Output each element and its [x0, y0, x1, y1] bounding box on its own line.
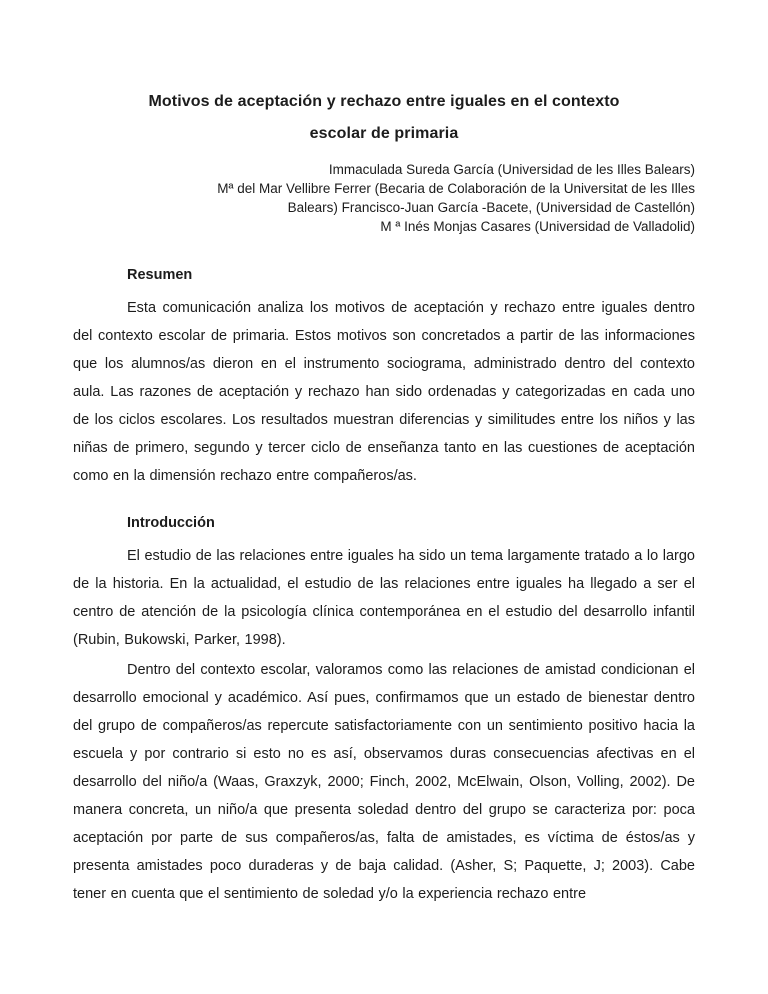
resumen-paragraph-1: Esta comunicación analiza los motivos de aceptación y rechazo entre iguales dentro del contexto escolar de primaria. Estos motivos son concretados a partir de las informaciones que los alumnos/as dieron en el instrumento sociograma, administrado dentro del contexto aula. Las razones de aceptación y rechazo han sido ordenadas y categorizadas en cada uno de los ciclos escolares. Los resultados muestran diferencias y similitudes entre los niños y las niñas de primero, segundo y tercer ciclo de enseñanza tanto en las cuestiones de aceptación como en la dimensión rechazo entre compañeros/as.	[73, 300, 695, 484]
author-line-1: Immaculada Sureda García (Universidad de les Illes Balears)	[328, 162, 695, 177]
document-title-line-2: escolar de primaria	[309, 125, 459, 142]
introduccion-paragraph-1: El estudio de las relaciones entre iguales ha sido un tema largamente tratado a lo largo de la historia. En la actualidad, el estudio de las relaciones entre iguales ha llegado a ser el centro de atención de la psicología clínica contemporánea en el estudio del desarrollo infantil (Rubin, Bukowski, Parker, 1998).	[73, 548, 695, 648]
author-line-3: Balears) Francisco-Juan García -Bacete, (Universidad de Castellón)	[287, 200, 695, 215]
author-line-2: Mª del Mar Vellibre Ferrer (Becaria de Colaboración de la Universitat de les Illes	[217, 181, 695, 196]
author-block	[73, 160, 695, 236]
resumen-heading: Resumen	[127, 267, 193, 283]
document-title-line-1: Motivos de aceptación y rechazo entre iguales en el contexto	[148, 93, 620, 110]
document-title	[73, 86, 695, 150]
introduccion-heading: Introducción	[127, 515, 215, 531]
author-line-4: M ª Inés Monjas Casares (Universidad de Valladolid)	[380, 219, 695, 234]
introduccion-paragraph-2: Dentro del contexto escolar, valoramos como las relaciones de amistad condicionan el desarrollo emocional y académico. Así pues, confirmamos que un estado de bienestar dentro del grupo de compañeros/as repercute satisfactoriamente con un sentimiento positivo hacia la escuela y por contrario si esto no es así, observamos duras consecuencias afectivas en el desarrollo del niño/a (Waas, Graxzyk, 2000; Finch, 2002, McElwain, Olson, Volling, 2002). De manera concreta, un niño/a que presenta soledad dentro del grupo se caracteriza por: poca aceptación por parte de sus compañeros/as, falta de amistades, es víctima de éstos/as y presenta amistades poco duraderas y de baja calidad. (Asher, S; Paquette, J; 2003). Cabe tener en cuenta que el sentimiento de soledad y/o la experiencia rechazo entre	[73, 662, 695, 902]
